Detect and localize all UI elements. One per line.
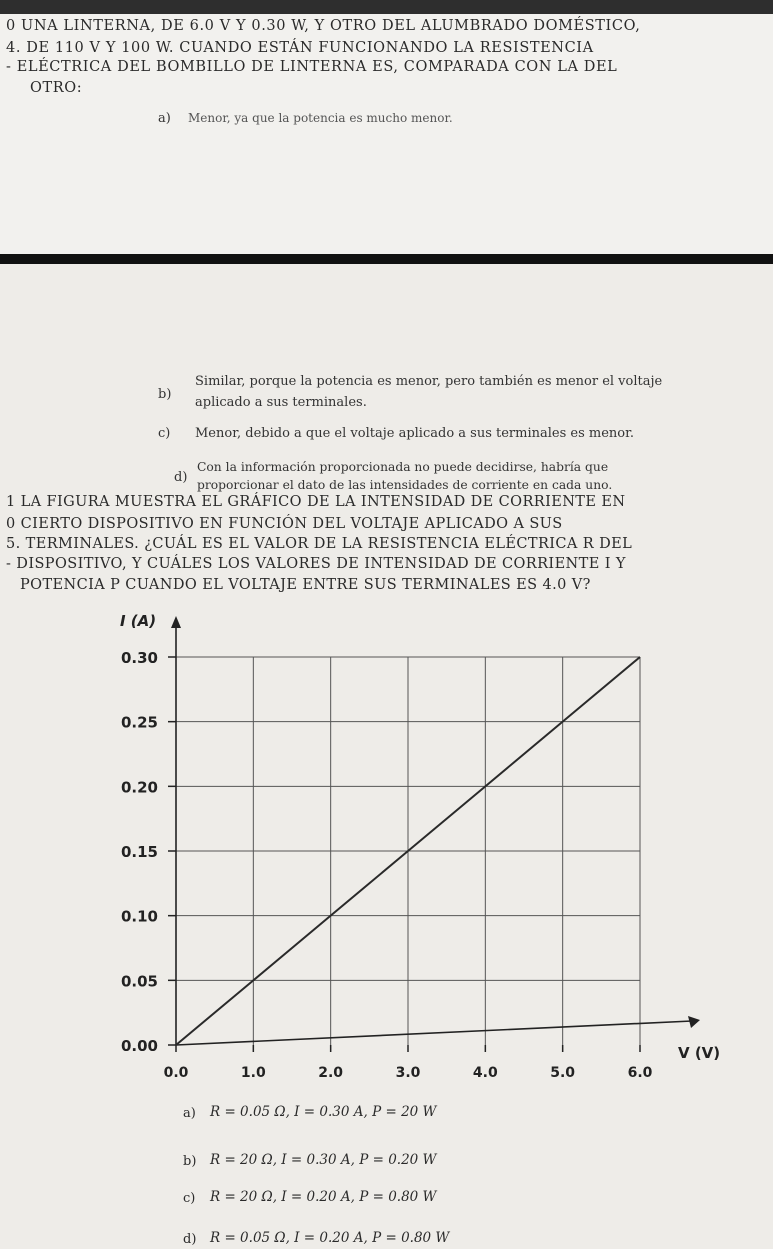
- q1-line-2: 4. DE 110 V Y 100 W. CUANDO ESTÁN FUNCIONANDO LA RESISTENCIA: [6, 40, 594, 56]
- x-tick-label: 2.0: [318, 1065, 344, 1081]
- x-axis-arrow: [688, 1016, 700, 1028]
- top-dark-strip: [0, 0, 773, 14]
- q1-line-4: OTRO:: [30, 80, 83, 96]
- q2-line-4: - DISPOSITIVO, Y CUÁLES LOS VALORES DE INTENSIDAD DE CORRIENTE I Y: [6, 556, 626, 572]
- y-tick-label: 0.10: [120, 907, 158, 926]
- current-voltage-chart: [0, 600, 773, 1100]
- x-tick-label: 0.0: [163, 1065, 189, 1081]
- x-tick-label: 3.0: [395, 1065, 421, 1081]
- q1-option-d-letter: d): [174, 470, 188, 485]
- q2-option-d-text: R = 0.05 Ω, I = 0.20 A, P = 0.80 W: [210, 1230, 450, 1246]
- q2-option-a-letter: a): [183, 1106, 196, 1121]
- q2-option-a-text: R = 0.05 Ω, I = 0.30 A, P = 20 W: [210, 1104, 437, 1120]
- y-tick-label: 0.05: [120, 972, 158, 991]
- q2-line-2: 0 CIERTO DISPOSITIVO EN FUNCIÓN DEL VOLTAJE APLICADO A SUS: [6, 516, 563, 532]
- q2-option-d-letter: d): [183, 1232, 197, 1247]
- x-tick-label: 1.0: [240, 1065, 266, 1081]
- q1-option-c-letter: c): [158, 426, 171, 441]
- y-axis-arrow: [171, 616, 181, 628]
- q1-line-3: - ELÉCTRICA DEL BOMBILLO DE LINTERNA ES, COMPARADA CON LA DEL: [6, 59, 618, 75]
- q1-option-d-line-1: Con la información proporcionada no puede decidirse, habría que: [197, 460, 609, 474]
- q1-option-a-letter: a): [158, 111, 171, 126]
- x-tick-label: 4.0: [472, 1065, 498, 1081]
- page-divider: [0, 254, 773, 264]
- q1-option-b-line-2: aplicado a sus terminales.: [195, 395, 367, 410]
- y-tick-label: 0.20: [120, 778, 158, 797]
- q1-line-1: 0 UNA LINTERNA, DE 6.0 V Y 0.30 W, Y OTRO DEL ALUMBRADO DOMÉSTICO,: [6, 18, 641, 34]
- q2-option-b-letter: b): [183, 1154, 197, 1169]
- x-tick-label: 5.0: [550, 1065, 576, 1081]
- q2-line-3: 5. TERMINALES. ¿CUÁL ES EL VALOR DE LA RESISTENCIA ELÉCTRICA R DEL: [6, 536, 633, 552]
- q1-option-b-line-1: Similar, porque la potencia es menor, pero también es menor el voltaje: [195, 374, 663, 389]
- y-tick-label: 0.30: [120, 649, 158, 667]
- x-tick-label: 6.0: [627, 1065, 653, 1081]
- y-axis-label: I (A): [120, 612, 157, 630]
- q1-option-d-line-2: proporcionar el dato de las intensidades de corriente en cada uno.: [197, 478, 613, 492]
- q2-line-5: POTENCIA P CUANDO EL VOLTAJE ENTRE SUS TERMINALES ES 4.0 V?: [20, 577, 591, 593]
- q2-option-b-text: R = 20 Ω, I = 0.30 A, P = 0.20 W: [210, 1152, 437, 1168]
- y-tick-label: 0.00: [120, 1037, 158, 1055]
- y-tick-label: 0.15: [120, 843, 158, 861]
- q1-option-c-text: Menor, debido a que el voltaje aplicado a sus terminales es menor.: [195, 426, 635, 441]
- q1-option-b-letter: b): [158, 387, 172, 402]
- q2-option-c-letter: c): [183, 1191, 196, 1206]
- y-tick-label: 0.25: [120, 713, 158, 732]
- q2-line-1: 1 LA FIGURA MUESTRA EL GRÁFICO DE LA INTENSIDAD DE CORRIENTE EN: [6, 494, 626, 510]
- q1-option-a-text: Menor, ya que la potencia es mucho menor.: [188, 111, 453, 125]
- x-axis-label: V (V): [678, 1044, 721, 1062]
- q2-option-c-text: R = 20 Ω, I = 0.20 A, P = 0.80 W: [210, 1189, 437, 1205]
